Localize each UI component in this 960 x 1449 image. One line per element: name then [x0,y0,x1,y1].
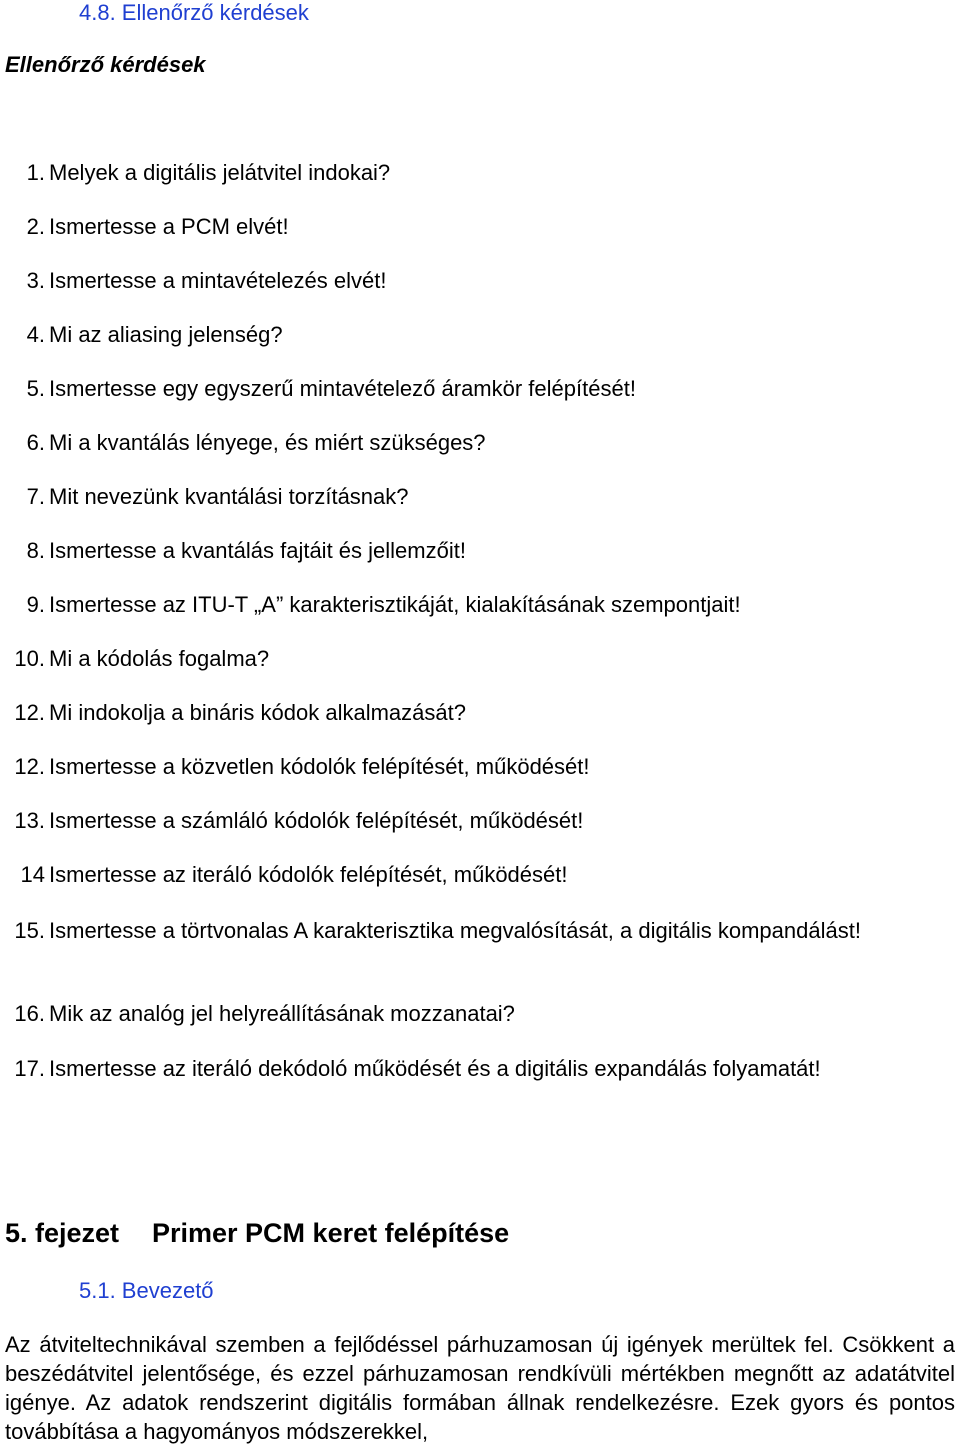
question-number: 1. [26,160,45,185]
question-number: 8. [26,538,45,563]
question-number: 9. [26,592,45,617]
question-text: Ismertesse a közvetlen kódolók felépítését, működését! [49,754,590,779]
chapter-title [5,1216,509,1250]
chapter-number: 5. fejezet [5,1218,120,1248]
question-text: Ismertesse az iteráló dekódoló működését és a digitális expandálás folyamatát! [49,1056,821,1081]
question-text: Ismertesse a számláló kódolók felépítését, működését! [49,808,584,833]
question-text: Mik az analóg jel helyreállításának mozzanatai? [49,1001,515,1026]
question-number: 10. [14,646,45,671]
question-number: 14 [20,862,45,887]
question-text: Mi a kódolás fogalma? [49,646,270,671]
question-number: 12. [14,754,45,779]
question-number: 13. [14,808,45,833]
question-text: Mit nevezünk kvantálási torzításnak? [49,484,409,509]
chapter-name: Primer PCM keret felépítése [152,1218,510,1248]
question-number: 15. [14,918,45,943]
questions-heading: Ellenőrző kérdések [5,52,206,77]
question-text: Ismertesse egy egyszerű mintavételező áramkör felépítését! [49,376,636,401]
question-text: Melyek a digitális jelátvitel indokai? [49,160,391,185]
section-heading-4-8: 4.8. Ellenőrző kérdések [79,0,309,25]
question-text: Mi a kvantálás lényege, és miért szükséges? [49,430,486,455]
question-number: 6. [26,430,45,455]
question-number: 17. [14,1056,45,1081]
section-heading-5-1: 5.1. Bevezető [79,1278,214,1303]
question-text: Ismertesse a kvantálás fajtáit és jellemzőit! [49,538,466,563]
question-text: Mi az aliasing jelenség? [49,322,283,347]
question-text: Ismertesse az ITU-T „A” karakterisztikáját, kialakításának szempontjait! [49,592,741,617]
question-number: 2. [26,214,45,239]
question-number: 4. [26,322,45,347]
question-text: Ismertesse az iteráló kódolók felépítését, működését! [49,862,568,887]
question-text: Ismertesse a mintavételezés elvét! [49,268,387,293]
question-number: 16. [14,1001,45,1026]
question-number: 5. [26,376,45,401]
body-paragraph: Az átviteltechnikával szemben a fejlődéssel párhuzamosan új igények merültek fel. Csökkent a beszédátvitel jelentősége, és ezzel párhuzamosan rendkívüli mértékben megnőtt az adatátvitel igénye. Az adatok rendszerint digitális formában állnak rendelkezésre. Ezek gyors és pontos továbbítása a hagyományos módszerekkel, [5,1332,955,1444]
question-number: 7. [26,484,45,509]
question-number: 3. [26,268,45,293]
question-text: Ismertesse a törtvonalas A karakterisztika megvalósítását, a digitális kompandálást! [49,918,861,943]
question-number: 12. [14,700,45,725]
question-text: Mi indokolja a bináris kódok alkalmazását? [49,700,466,725]
question-text: Ismertesse a PCM elvét! [49,214,289,239]
